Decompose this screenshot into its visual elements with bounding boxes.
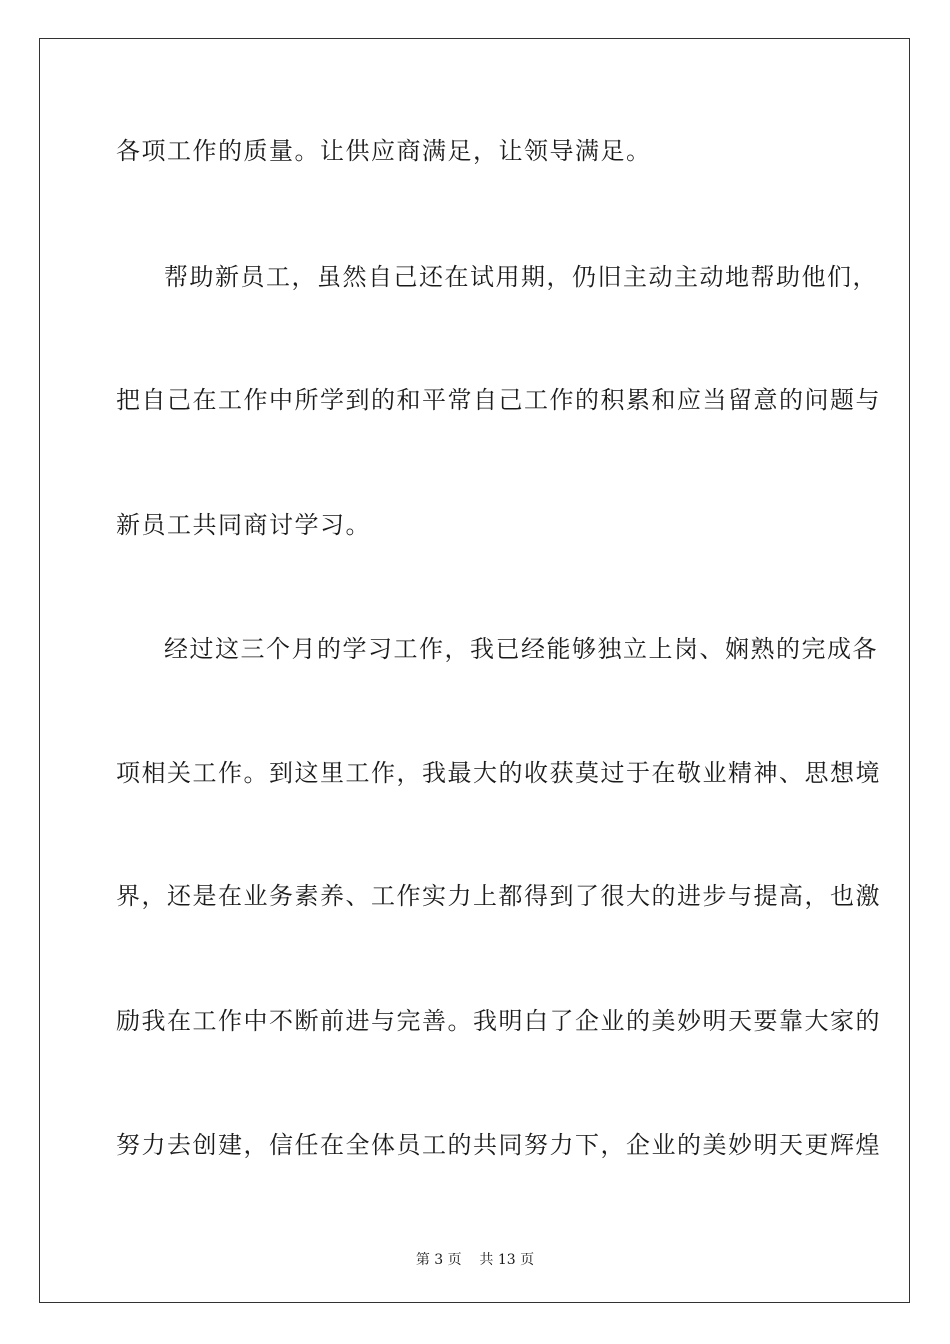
page-border — [39, 38, 910, 1303]
page-number: 第 3 页 共 13 页 — [415, 1252, 535, 1268]
paragraph-line: 把自己在工作中所学到的和平常自己工作的积累和应当留意的问题与 — [116, 386, 881, 414]
paragraph-line: 帮助新员工，虽然自己还在试用期，仍旧主动主动地帮助他们， — [164, 263, 878, 291]
paragraph-line: 界，还是在业务素养、工作实力上都得到了很大的进步与提高，也激 — [116, 882, 881, 910]
paragraph-line: 项相关工作。到这里工作，我最大的收获莫过于在敬业精神、思想境 — [116, 759, 881, 787]
paragraph-line: 新员工共同商讨学习。 — [116, 511, 371, 539]
paragraph-line: 各项工作的质量。让供应商满足，让领导满足。 — [116, 137, 652, 165]
paragraph-line: 经过这三个月的学习工作，我已经能够独立上岗、娴熟的完成各 — [164, 635, 878, 663]
paragraph-line: 努力去创建，信任在全体员工的共同努力下，企业的美妙明天更辉煌 — [116, 1131, 881, 1159]
paragraph-line: 励我在工作中不断前进与完善。我明白了企业的美妙明天要靠大家的 — [116, 1007, 881, 1035]
